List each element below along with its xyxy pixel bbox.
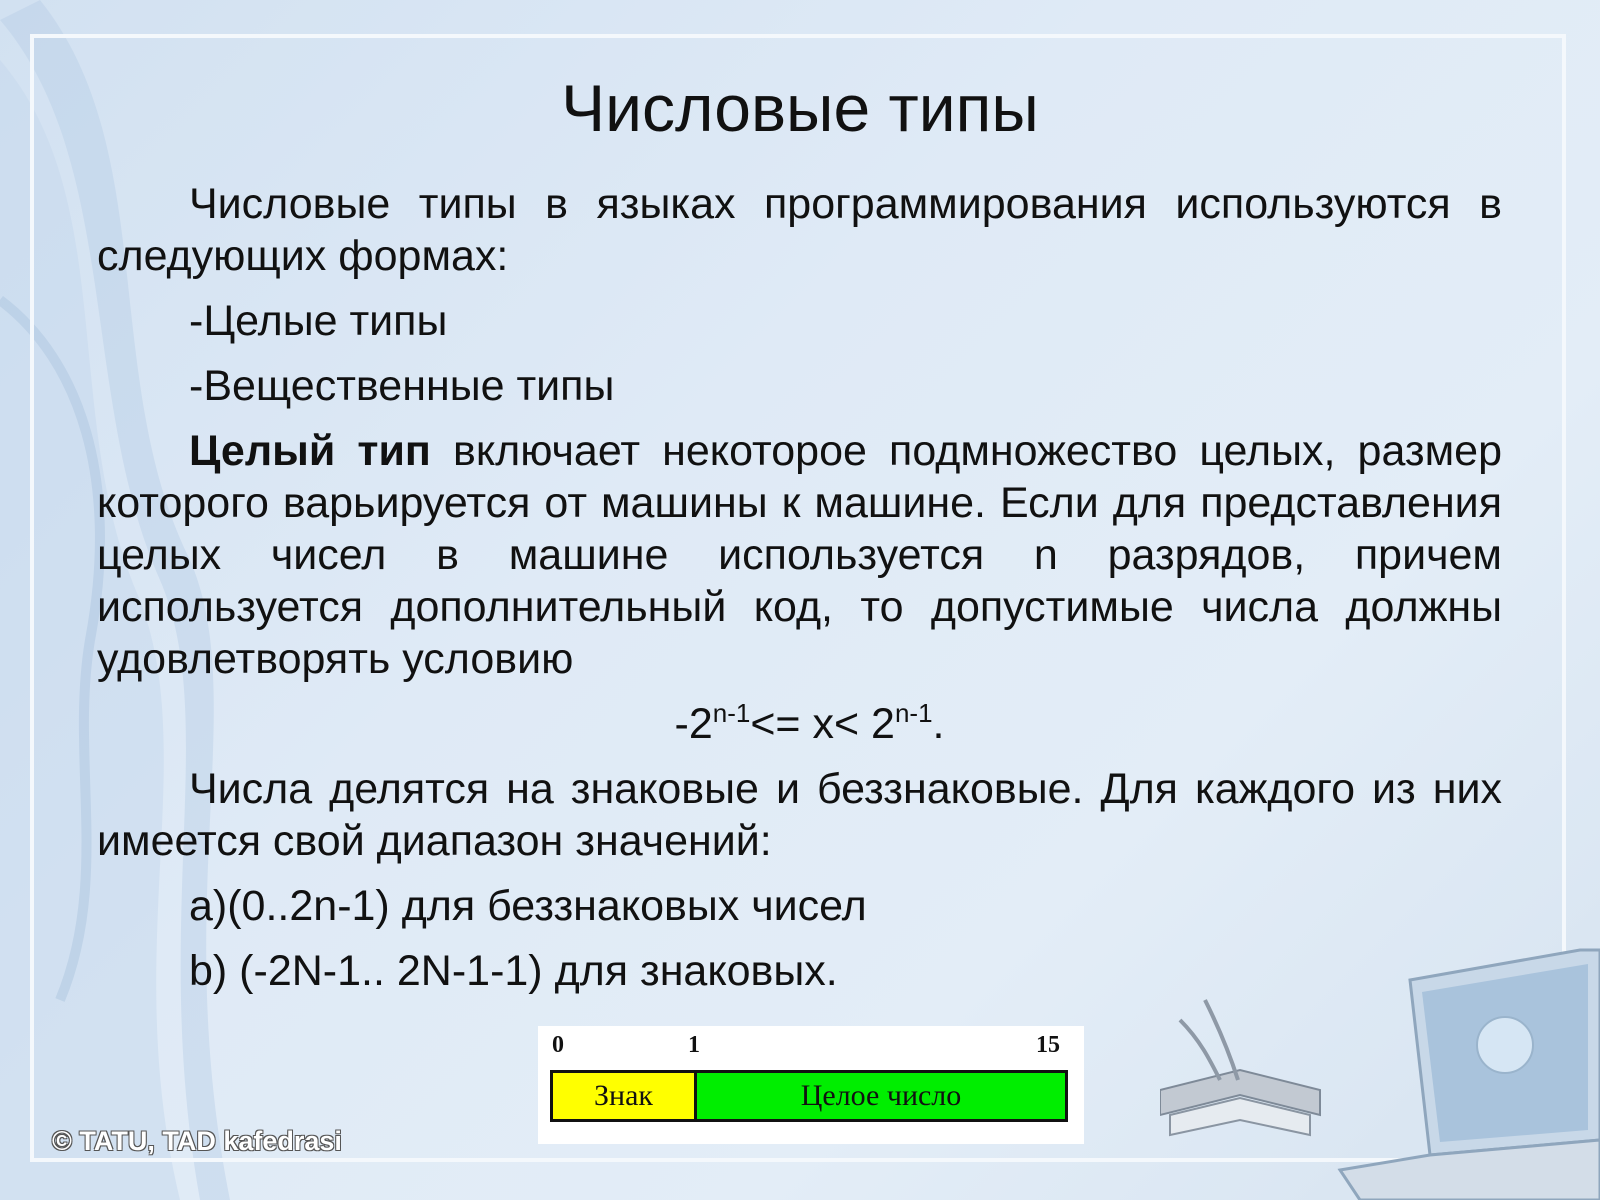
integer-bits-cell: Целое число	[697, 1073, 1065, 1119]
range-formula	[97, 698, 1502, 750]
integer-type-term: Целый тип	[189, 427, 431, 475]
form-item-real: -Вещественные типы	[189, 362, 615, 410]
integer-type-paragraph	[97, 425, 1502, 685]
laptop-book-illustration	[1160, 940, 1600, 1200]
integer-type-description: включает некоторое подмножество целых, размер которого варьируется от машины к машине. Если для представления целых чисел в машине используется n разрядов, причем используется дополнительный код, то допустимые числа должны удовлетворять условию	[97, 427, 1502, 683]
formula-exponent2: n-1	[894, 698, 933, 728]
range-unsigned: a)(0..2n-1) для беззнаковых чисел	[189, 882, 867, 930]
bit-tick-15: 15	[1036, 1032, 1060, 1058]
sign-bit-cell: Знак	[553, 1073, 697, 1119]
bit-layout-diagram	[538, 1026, 1084, 1144]
bit-tick-1: 1	[688, 1032, 700, 1058]
formula-part2: <= x< 2	[750, 700, 895, 748]
range-signed: b) (-2N-1.. 2N-1-1) для знаковых.	[189, 947, 838, 995]
bit-tick-0: 0	[552, 1032, 564, 1058]
slide-body	[97, 178, 1502, 997]
bit-cells	[550, 1070, 1068, 1122]
formula-exponent1: n-1	[712, 698, 751, 728]
slide-title: Числовые типы	[561, 71, 1039, 145]
form-item-integer: -Целые типы	[189, 297, 448, 345]
ranges-intro-paragraph: Числа делятся на знаковые и беззнаковые. Для каждого из них имеется свой диапазон значений:	[97, 765, 1502, 865]
formula-end: .	[932, 700, 945, 748]
formula-part1: -2	[674, 700, 713, 748]
intro-paragraph: Числовые типы в языках программирования используются в следующих формах:	[97, 180, 1502, 280]
footer-copyright: © TATU, TAD kafedrasi	[52, 1126, 342, 1156]
